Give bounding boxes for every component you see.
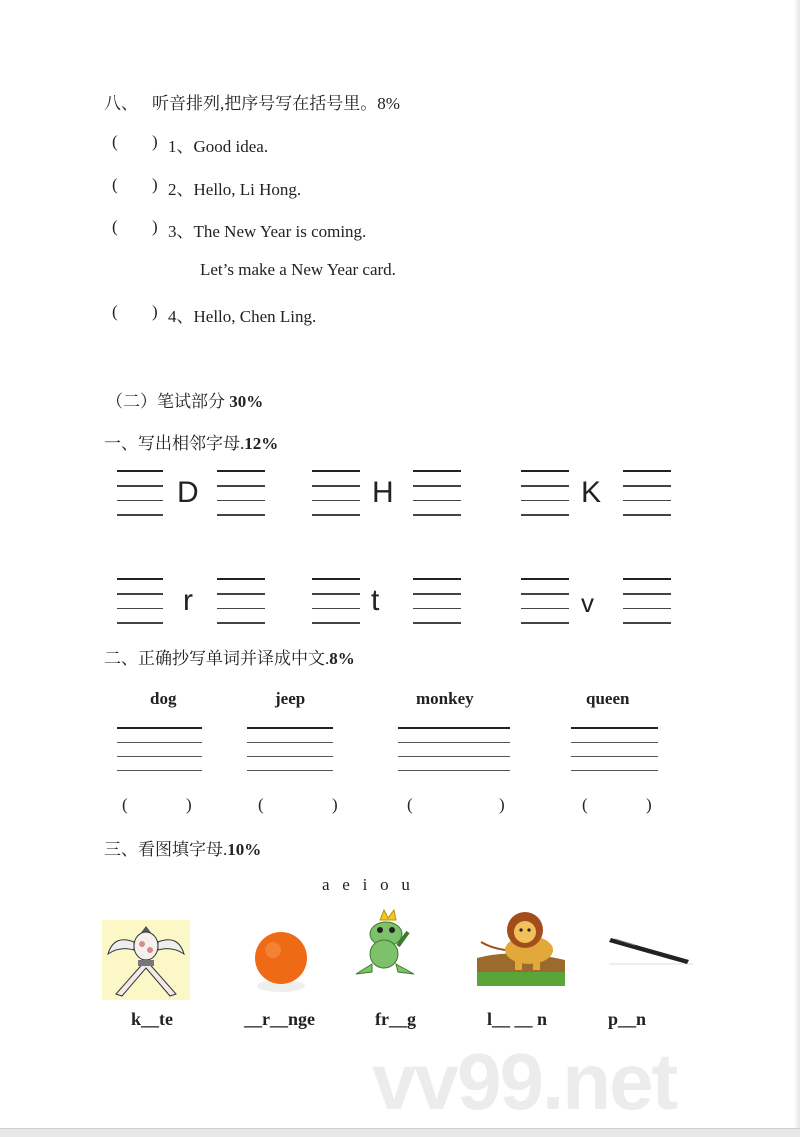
translation-paren-close: ) bbox=[186, 795, 192, 814]
letter-prompt: v bbox=[581, 588, 594, 618]
copy-word: monkey bbox=[416, 689, 474, 708]
copy-lines bbox=[571, 727, 658, 784]
writing-lines bbox=[623, 578, 671, 637]
fill-word: k__te bbox=[131, 1009, 173, 1029]
written-part-title: （二）笔试部分 30% bbox=[106, 392, 264, 411]
page-edge-shadow bbox=[794, 0, 800, 1137]
listen-item: 3、The New Year is coming. bbox=[168, 222, 367, 241]
lion-picture bbox=[475, 908, 567, 988]
frog-picture bbox=[350, 908, 420, 980]
copy-lines bbox=[247, 727, 333, 784]
writing-lines bbox=[312, 578, 360, 637]
q3-title: 三、看图填字母.10% bbox=[104, 840, 262, 859]
letter-prompt: t bbox=[371, 584, 380, 617]
writing-lines bbox=[521, 578, 569, 637]
answer-paren-close: ) bbox=[152, 302, 158, 321]
listen-item: 2、Hello, Li Hong. bbox=[168, 180, 302, 199]
writing-lines bbox=[521, 470, 569, 529]
translation-paren-close: ) bbox=[332, 795, 338, 814]
answer-paren-open: ( bbox=[112, 175, 118, 194]
writing-lines bbox=[312, 470, 360, 529]
writing-lines bbox=[623, 470, 671, 529]
vowel-list: a e i o u bbox=[322, 875, 410, 894]
fill-word: __r__nge bbox=[244, 1009, 315, 1029]
q2-title: 二、正确抄写单词并译成中文.8% bbox=[104, 649, 355, 668]
writing-lines bbox=[217, 578, 265, 637]
translation-paren-open: ( bbox=[407, 795, 413, 814]
copy-lines bbox=[117, 727, 202, 784]
listen-item: 1、Good idea. bbox=[168, 137, 269, 156]
section8-heading: 听音排列,把序号写在括号里。8% bbox=[152, 94, 400, 113]
letter-prompt: D bbox=[177, 476, 199, 509]
answer-paren-close: ) bbox=[152, 132, 158, 151]
section8-number: 八、 bbox=[104, 94, 138, 113]
watermark: vv99.net bbox=[372, 1037, 677, 1126]
translation-paren-close: ) bbox=[499, 795, 505, 814]
writing-lines bbox=[217, 470, 265, 529]
translation-paren-close: ) bbox=[646, 795, 652, 814]
letter-prompt: r bbox=[183, 584, 193, 617]
fill-word: l__ __ n bbox=[487, 1009, 548, 1029]
translation-paren-open: ( bbox=[258, 795, 264, 814]
answer-paren-open: ( bbox=[112, 132, 118, 151]
translation-paren-open: ( bbox=[582, 795, 588, 814]
copy-word: dog bbox=[150, 689, 177, 708]
answer-paren-open: ( bbox=[112, 217, 118, 236]
fill-word: p__n bbox=[608, 1009, 647, 1029]
translation-paren-open: ( bbox=[122, 795, 128, 814]
copy-lines bbox=[398, 727, 510, 784]
writing-lines bbox=[413, 578, 461, 637]
writing-lines bbox=[413, 470, 461, 529]
answer-paren-close: ) bbox=[152, 217, 158, 236]
page-bottom-border bbox=[0, 1128, 800, 1137]
copy-word: jeep bbox=[275, 689, 306, 708]
copy-word: queen bbox=[586, 689, 630, 708]
q1-title: 一、写出相邻字母.12% bbox=[104, 434, 279, 453]
listen-item: 4、Hello, Chen Ling. bbox=[168, 307, 317, 326]
answer-paren-close: ) bbox=[152, 175, 158, 194]
letter-prompt: H bbox=[372, 476, 394, 509]
orange-picture bbox=[245, 920, 315, 1000]
pen-picture bbox=[605, 930, 697, 970]
fill-word: fr__g bbox=[375, 1009, 416, 1029]
writing-lines bbox=[117, 578, 163, 637]
writing-lines bbox=[117, 470, 163, 529]
answer-paren-open: ( bbox=[112, 302, 118, 321]
letter-prompt: K bbox=[581, 476, 602, 509]
listen-item-continued: Let’s make a New Year card. bbox=[200, 260, 396, 279]
kite-picture bbox=[102, 920, 190, 1000]
